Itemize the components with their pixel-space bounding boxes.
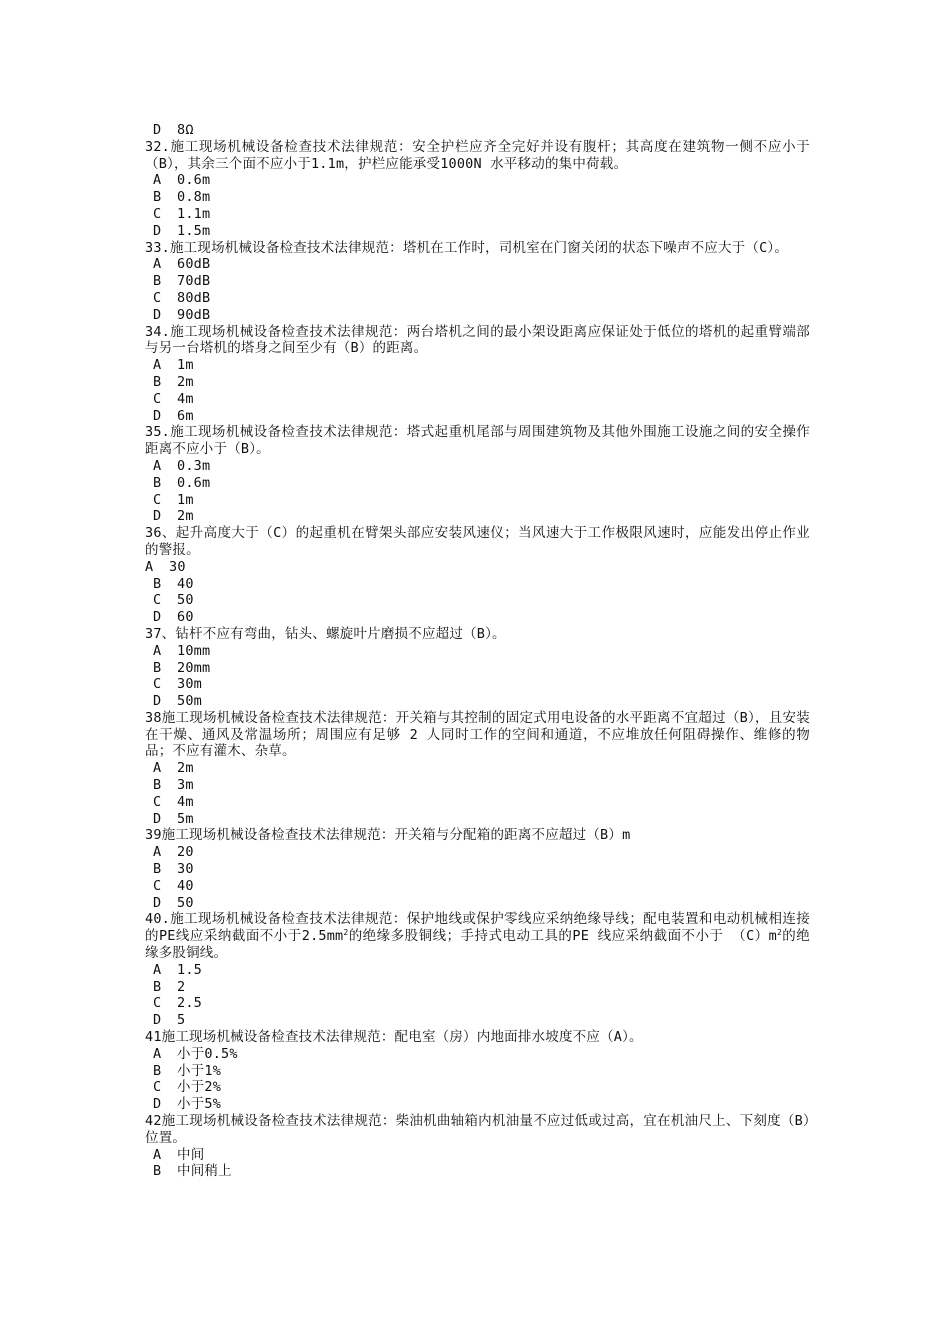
option-a [145, 357, 810, 374]
question-33 [145, 240, 810, 324]
option-d [145, 1012, 810, 1029]
option-text: 小于2% [177, 1079, 222, 1096]
option-key: C [153, 390, 162, 407]
option-b [145, 374, 810, 391]
option-a [145, 458, 810, 475]
option-key: C [153, 793, 162, 810]
option-key: B [153, 1062, 162, 1079]
option-key: A [153, 172, 162, 189]
option-a [145, 643, 810, 660]
option-key: A [153, 256, 162, 273]
option-key: D [153, 609, 162, 626]
option-c [145, 676, 810, 693]
question-text: 42施工现场机械设备检查技术法律规范：柴油机曲轴箱内机油量不应过低或过高，宜在机油尺上、下刻度（B）位置。 [145, 1113, 810, 1146]
option-text: 1m [177, 357, 194, 374]
option-a [145, 559, 810, 576]
option-text: 0.8m [177, 189, 211, 206]
option-d [145, 811, 810, 828]
question-34 [145, 324, 810, 425]
question-40 [145, 911, 810, 1029]
question-text: 36、起升高度大于（C）的起重机在臂架头部应安装风速仪；当风速大于工作极限风速时，应能发出停止作业的警报。 [145, 525, 810, 558]
option-text: 2m [177, 508, 194, 525]
option-key: C [153, 491, 162, 508]
question-36 [145, 525, 810, 626]
question-42 [145, 1113, 810, 1180]
question-37 [145, 626, 810, 710]
question-35 [145, 424, 810, 525]
option-text: 6m [177, 407, 194, 424]
option-key: C [153, 289, 162, 306]
option-text: 40 [177, 575, 194, 592]
option-a [145, 256, 810, 273]
option-text: 90dB [177, 306, 211, 323]
option-text: 2m [177, 760, 194, 777]
option-text: 0.3m [177, 457, 211, 474]
option-b [145, 660, 810, 677]
option-b [145, 861, 810, 878]
option-key: D [153, 894, 162, 911]
option-key: A [153, 1146, 162, 1163]
option-text: 1.1m [177, 205, 211, 222]
option-a [145, 1046, 810, 1063]
question-text [145, 911, 810, 961]
option-text: 3m [177, 777, 194, 794]
option-text: 20 [177, 844, 194, 861]
option-c [145, 794, 810, 811]
option-key: B [153, 273, 162, 290]
option-b [145, 777, 810, 794]
option-key: D [153, 306, 162, 323]
option-text: 5 [177, 1012, 186, 1029]
option-text: 8Ω [177, 122, 194, 138]
question-text: 37、钻杆不应有弯曲，钻头、螺旋叶片磨损不应超过（B）。 [145, 625, 506, 642]
option-b [145, 979, 810, 996]
option-a [145, 1147, 810, 1164]
option-text: 30 [169, 558, 186, 575]
option-text: 60 [177, 609, 194, 626]
option-a [145, 962, 810, 979]
option-key: D [153, 1096, 162, 1113]
option-key: C [153, 592, 162, 609]
option-text: 30m [177, 676, 202, 693]
option-key: D [153, 810, 162, 827]
option-text: 4m [177, 390, 194, 407]
option-text: 4m [177, 793, 194, 810]
option-d [145, 609, 810, 626]
option-text: 40 [177, 877, 194, 894]
option-d [145, 508, 810, 525]
question-38 [145, 710, 810, 828]
option-key: B [153, 861, 162, 878]
option-d [145, 693, 810, 710]
option-text: 小于1% [177, 1062, 222, 1079]
option-text: 1.5 [177, 961, 202, 978]
option-key: B [153, 474, 162, 491]
option-key: A [153, 760, 162, 777]
superscript: 2 [777, 928, 783, 938]
question-text: 34.施工现场机械设备检查技术法律规范：两台塔机之间的最小架设距离应保证处于低位的塔机的起重臂端部与另一台塔机的塔身之间至少有（B）的距离。 [145, 323, 810, 357]
option-d [145, 895, 810, 912]
question-text-part: 的绝缘多股铜线。 [145, 928, 810, 962]
option-key: B [153, 659, 162, 676]
option-key: B [153, 777, 162, 794]
option-key: D [153, 693, 162, 710]
option-key: C [153, 877, 162, 894]
question-text: 32.施工现场机械设备检查技术法律规范：安全护栏应齐全完好并设有腹杆；其高度在建筑物一侧不应小于（B），其余三个面不应小于1.1m，护栏应能承受1000N 水平移动的集中荷载。 [145, 138, 810, 172]
option-key: A [153, 961, 162, 978]
option-key: D [153, 407, 162, 424]
option-b [145, 1163, 810, 1180]
option-c [145, 592, 810, 609]
option-text: 60dB [177, 256, 211, 273]
question-32 [145, 139, 810, 240]
option-a [145, 760, 810, 777]
option-text: 2m [177, 373, 194, 390]
option-key: D [153, 222, 162, 239]
option-c [145, 878, 810, 895]
option-a [145, 172, 810, 189]
option-key: A [153, 844, 162, 861]
option-key: C [153, 676, 162, 693]
option-b [145, 475, 810, 492]
option-text: 中间稍上 [177, 1163, 232, 1180]
question-text: 35.施工现场机械设备检查技术法律规范：塔式起重机尾部与周围建筑物及其他外围施工设施之间的安全操作距离不应小于（B）。 [145, 424, 810, 458]
option-key: A [145, 558, 154, 575]
option-text: 小于0.5% [177, 1045, 238, 1062]
option-text: 小于5% [177, 1096, 222, 1113]
option-text: 80dB [177, 289, 211, 306]
question-text: 33.施工现场机械设备检查技术法律规范：塔机在工作时，司机室在门窗关闭的状态下噪声不应大于（C）。 [145, 239, 789, 256]
option-text: 中间 [177, 1146, 205, 1163]
option-d [145, 223, 810, 240]
option-text: 1m [177, 491, 194, 508]
option-key: B [153, 189, 162, 206]
superscript: 2 [343, 928, 349, 938]
option-text: 20mm [177, 659, 211, 676]
option-text: 0.6m [177, 474, 211, 491]
option-b [145, 273, 810, 290]
option-d [145, 307, 810, 324]
option-a [145, 844, 810, 861]
option-d [145, 1096, 810, 1113]
option-c [145, 995, 810, 1012]
question-39 [145, 827, 810, 911]
option-c [145, 206, 810, 223]
option-b [145, 576, 810, 593]
question-text: 41施工现场机械设备检查技术法律规范：配电室（房）内地面排水坡度不应（A）。 [145, 1029, 643, 1046]
option-b [145, 1063, 810, 1080]
option-key: B [153, 978, 162, 995]
option-c [145, 1079, 810, 1096]
option-key: C [153, 1079, 162, 1096]
question-text-part: 的绝缘多股铜线；手持式电动工具的PE 线应采纳截面不小于 （C）m [348, 928, 777, 945]
document-page [145, 122, 810, 1180]
option-key: C [153, 205, 162, 222]
option-key: B [153, 1163, 162, 1180]
option-c [145, 492, 810, 509]
option-key: A [153, 357, 162, 374]
option-text: 50 [177, 592, 194, 609]
option-text: 50 [177, 894, 194, 911]
option-c [145, 391, 810, 408]
option-key: A [153, 1045, 162, 1062]
option-key: C [153, 995, 162, 1012]
option-text: 50m [177, 693, 202, 710]
option-text: 5m [177, 810, 194, 827]
option-d [145, 408, 810, 425]
question-text: 38施工现场机械设备检查技术法律规范：开关箱与其控制的固定式用电设备的水平距离不宜超过（B），且安装在干燥、通风及常温场所；周围应有足够 2 人同时工作的空间和通道，不应堆放任何阻碍操作、维修的物品；不应有灌木、杂草。 [145, 709, 810, 760]
option-text: 1.5m [177, 222, 211, 239]
option-text: 0.6m [177, 172, 211, 189]
option-key: D [153, 1012, 162, 1029]
option-key: B [153, 575, 162, 592]
option-key: D [153, 122, 162, 138]
option-key: A [153, 457, 162, 474]
question-text-part: 40.施工现场机械设备检查技术法律规范：保护地线或保护零线应采纳绝缘导线；配电装置和电动机械相连接的PE线应采纳截面不小于2.5mm [145, 911, 810, 945]
option-key: D [153, 508, 162, 525]
option-text: 10mm [177, 642, 211, 659]
option-key: A [153, 642, 162, 659]
question-41 [145, 1029, 810, 1113]
option-text: 2.5 [177, 995, 202, 1012]
option-c [145, 290, 810, 307]
option-b [145, 189, 810, 206]
question-text: 39施工现场机械设备检查技术法律规范：开关箱与分配箱的距离不应超过（B）m [145, 827, 631, 844]
option-text: 30 [177, 861, 194, 878]
option-text: 70dB [177, 273, 211, 290]
option-key: B [153, 373, 162, 390]
option [145, 122, 810, 139]
option-text: 2 [177, 978, 186, 995]
